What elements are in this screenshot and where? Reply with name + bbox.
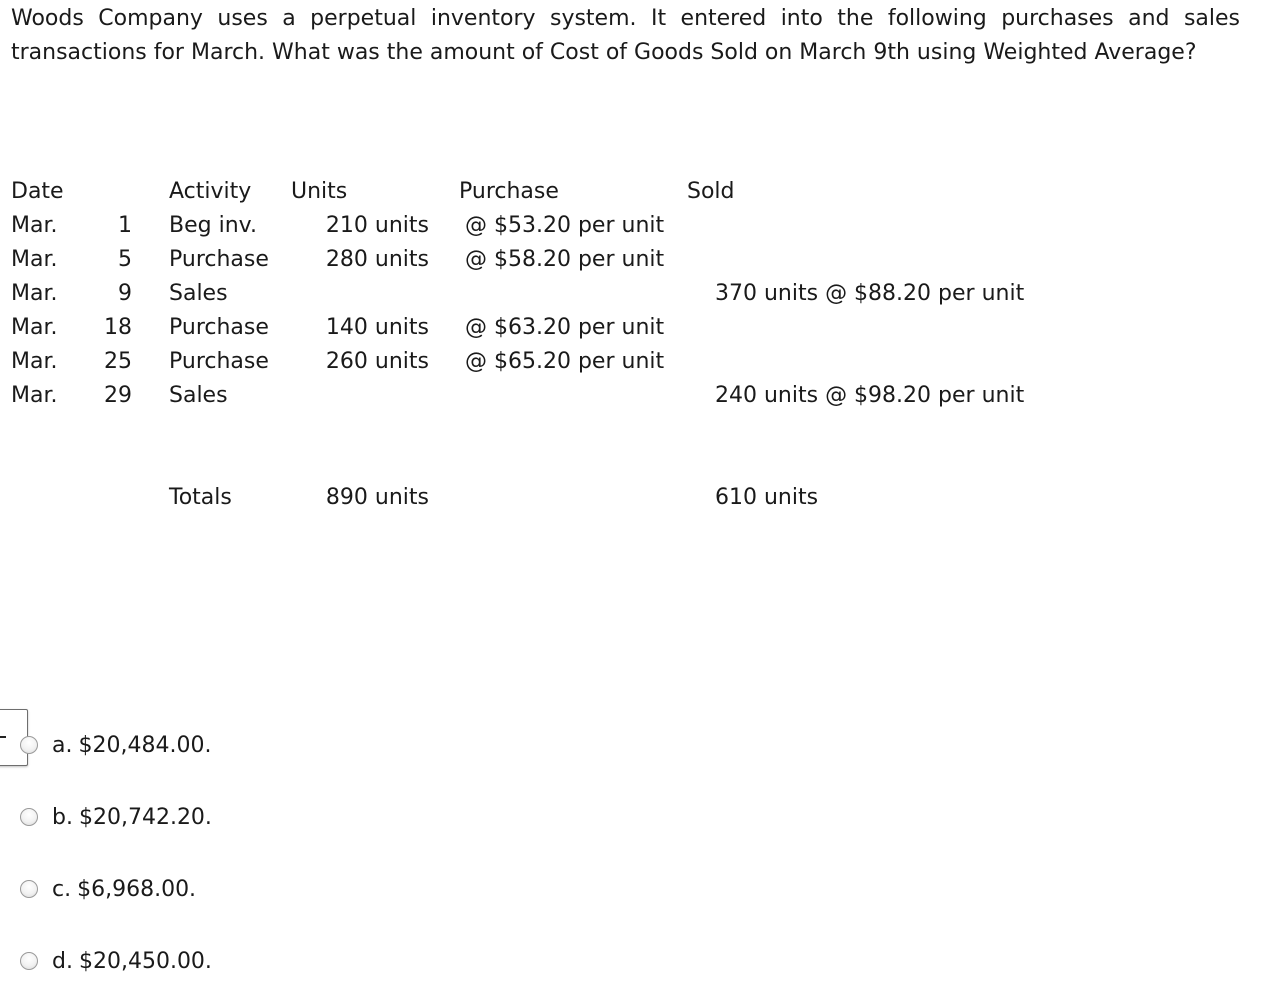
header-units: Units	[291, 179, 348, 204]
row-purchase: @ $58.20 per unit	[465, 247, 665, 272]
option-a[interactable]	[20, 725, 211, 765]
row-activity: Beg inv.	[169, 213, 257, 238]
row-day: 1	[118, 213, 132, 238]
row-month: Mar.	[11, 383, 58, 408]
option-letter: d.	[52, 948, 73, 974]
row-units: 140 units	[325, 315, 429, 340]
row-month: Mar.	[11, 213, 58, 238]
option-letter: a.	[52, 732, 73, 758]
row-units: 260 units	[325, 349, 429, 374]
question-text: Woods Company uses a perpetual inventory system. It entered into the following purchases and sales transactions for March. What was the amount of Cost of Goods Sold on March 9th using Weighted Average?	[11, 6, 1240, 65]
option-c[interactable]	[20, 869, 196, 909]
row-month: Mar.	[11, 349, 58, 374]
option-letter: c.	[52, 876, 72, 902]
radio-icon[interactable]	[20, 952, 38, 970]
option-text: $20,742.20.	[78, 804, 212, 830]
row-purchase: @ $65.20 per unit	[465, 349, 665, 374]
radio-icon[interactable]	[20, 880, 38, 898]
row-units: 210 units	[325, 213, 429, 238]
option-b[interactable]	[20, 797, 212, 837]
row-activity: Purchase	[169, 315, 269, 340]
option-d[interactable]	[20, 941, 212, 981]
row-day: 25	[104, 349, 132, 374]
row-sold: 240 units @ $98.20 per unit	[715, 383, 1025, 408]
row-day: 18	[104, 315, 132, 340]
row-units: 280 units	[325, 247, 429, 272]
option-text: $20,484.00.	[78, 732, 212, 758]
row-activity: Purchase	[169, 349, 269, 374]
totals-sold: 610 units	[715, 485, 819, 510]
row-activity: Purchase	[169, 247, 269, 272]
row-activity: Sales	[169, 383, 228, 408]
option-text: $6,968.00.	[77, 876, 197, 902]
row-month: Mar.	[11, 281, 58, 306]
totals-units: 890 units	[325, 485, 429, 510]
row-month: Mar.	[11, 315, 58, 340]
row-activity: Sales	[169, 281, 228, 306]
row-month: Mar.	[11, 247, 58, 272]
row-day: 5	[118, 247, 132, 272]
option-letter: b.	[52, 804, 73, 830]
option-text: $20,450.00.	[78, 948, 212, 974]
row-day: 29	[104, 383, 132, 408]
header-sold: Sold	[687, 179, 735, 204]
row-purchase: @ $63.20 per unit	[465, 315, 665, 340]
header-activity: Activity	[169, 179, 252, 204]
caret-icon	[0, 736, 6, 738]
row-purchase: @ $53.20 per unit	[465, 213, 665, 238]
header-date: Date	[11, 179, 64, 204]
radio-icon[interactable]	[20, 808, 38, 826]
row-sold: 370 units @ $88.20 per unit	[715, 281, 1025, 306]
radio-icon[interactable]	[20, 736, 38, 754]
row-day: 9	[118, 281, 132, 306]
header-purchase: Purchase	[459, 179, 559, 204]
totals-label: Totals	[169, 485, 232, 510]
